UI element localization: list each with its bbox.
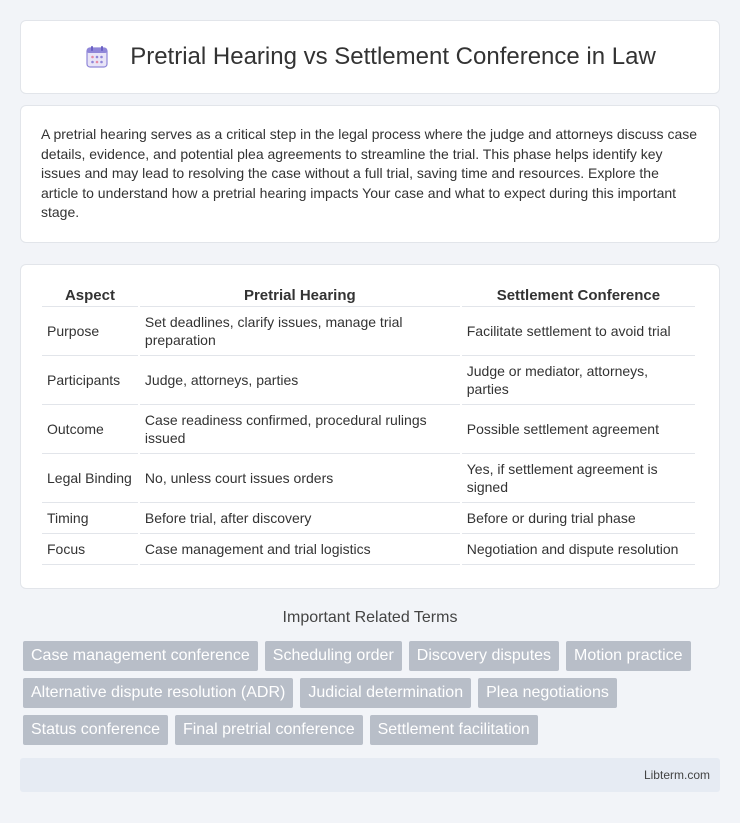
related-terms-list bbox=[23, 641, 713, 745]
header-settlement-conference: Settlement Conference bbox=[462, 285, 695, 307]
header-aspect: Aspect bbox=[42, 285, 138, 307]
aspect-cell: Focus bbox=[42, 534, 138, 565]
pretrial-cell: Set deadlines, clarify issues, manage trial preparation bbox=[140, 307, 460, 356]
page-title: Pretrial Hearing vs Settlement Conference in Law bbox=[130, 43, 656, 70]
settlement-cell: Facilitate settlement to avoid trial bbox=[462, 307, 695, 356]
settlement-cell: Before or during trial phase bbox=[462, 503, 695, 534]
footer-site-link[interactable]: Libterm.com bbox=[643, 768, 710, 782]
calendar-icon bbox=[84, 44, 110, 70]
table-row bbox=[42, 356, 695, 405]
related-term-tag[interactable]: Final pretrial conference bbox=[175, 715, 363, 745]
aspect-cell: Participants bbox=[42, 356, 138, 405]
pretrial-cell: Case management and trial logistics bbox=[140, 534, 460, 565]
pretrial-cell: Judge, attorneys, parties bbox=[140, 356, 460, 405]
table-row bbox=[42, 307, 695, 356]
related-term-tag[interactable]: Status conference bbox=[23, 715, 168, 745]
footer bbox=[20, 758, 720, 792]
related-term-tag[interactable]: Discovery disputes bbox=[409, 641, 559, 671]
intro-card bbox=[20, 105, 720, 243]
related-term-tag[interactable]: Judicial determination bbox=[300, 678, 471, 708]
settlement-cell: Negotiation and dispute resolution bbox=[462, 534, 695, 565]
pretrial-cell: No, unless court issues orders bbox=[140, 454, 460, 503]
settlement-cell: Yes, if settlement agreement is signed bbox=[462, 454, 695, 503]
related-term-tag[interactable]: Case management conference bbox=[23, 641, 258, 671]
table-row bbox=[42, 503, 695, 534]
related-term-tag[interactable]: Motion practice bbox=[566, 641, 691, 671]
aspect-cell: Purpose bbox=[42, 307, 138, 356]
intro-paragraph: A pretrial hearing serves as a critical step in the legal process where the judge and attorneys discuss case details, evidence, and potential plea agreements to streamline the trial. This phase helps identify key issues and may lead to resolving the case without a full trial, saving time and resources. Explore the article to understand how a pretrial hearing impacts Your case and what to expect during this important stage. bbox=[41, 126, 698, 220]
pretrial-cell: Before trial, after discovery bbox=[140, 503, 460, 534]
related-term-tag[interactable]: Settlement facilitation bbox=[370, 715, 538, 745]
table-row bbox=[42, 405, 695, 454]
comparison-table bbox=[40, 285, 697, 565]
table-row bbox=[42, 454, 695, 503]
header-pretrial-hearing: Pretrial Hearing bbox=[140, 285, 460, 307]
related-term-tag[interactable]: Plea negotiations bbox=[478, 678, 617, 708]
table-row bbox=[42, 534, 695, 565]
pretrial-cell: Case readiness confirmed, procedural rulings issued bbox=[140, 405, 460, 454]
settlement-cell: Judge or mediator, attorneys, parties bbox=[462, 356, 695, 405]
aspect-cell: Timing bbox=[42, 503, 138, 534]
header-card bbox=[20, 20, 720, 94]
related-term-tag[interactable]: Scheduling order bbox=[265, 641, 402, 671]
related-term-tag[interactable]: Alternative dispute resolution (ADR) bbox=[23, 678, 293, 708]
aspect-cell: Legal Binding bbox=[42, 454, 138, 503]
settlement-cell: Possible settlement agreement bbox=[462, 405, 695, 454]
related-terms-title: Important Related Terms bbox=[282, 609, 458, 626]
aspect-cell: Outcome bbox=[42, 405, 138, 454]
comparison-table-card bbox=[20, 264, 720, 589]
